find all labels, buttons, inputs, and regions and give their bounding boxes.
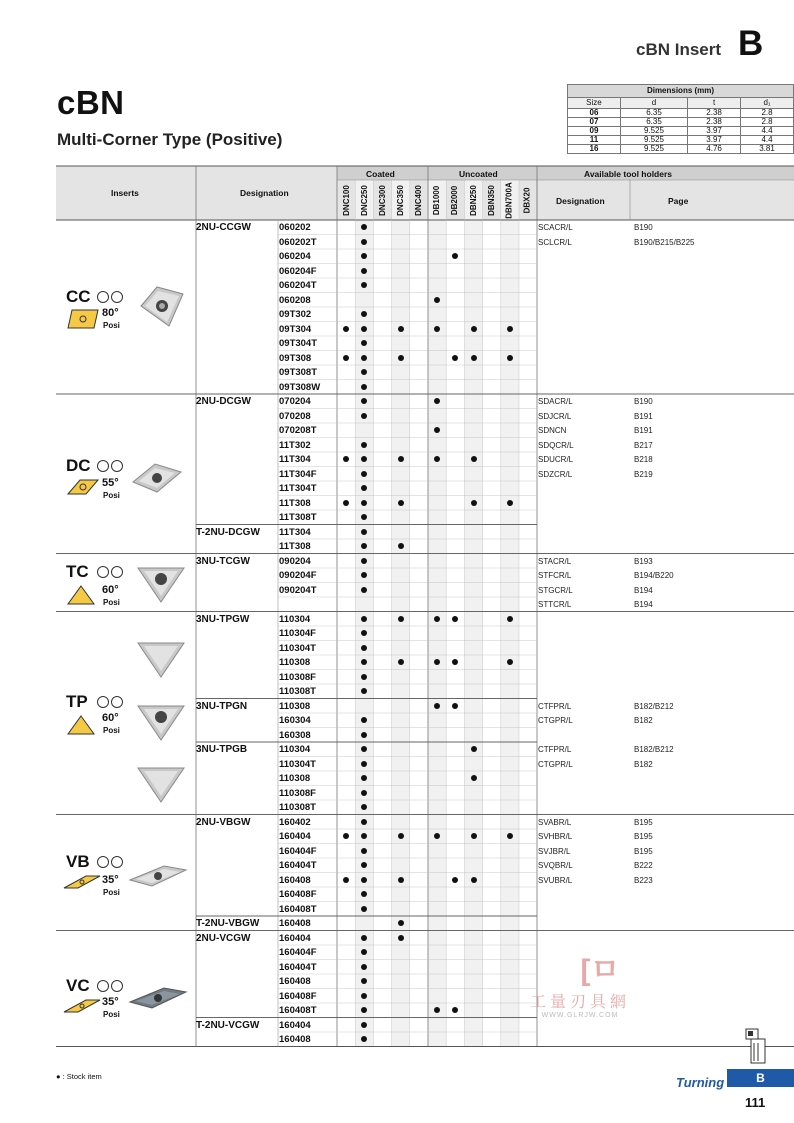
stock-dot — [471, 456, 477, 462]
designation-code: 110304 — [279, 613, 311, 625]
designation-code: 160404F — [279, 947, 317, 958]
footer-letter: B — [727, 1069, 794, 1087]
designation-code: 11T304F — [279, 468, 317, 480]
holder-page: B218 — [634, 455, 653, 464]
watermark-logo-icon: [ㅁ — [580, 954, 620, 987]
designation-code: 060208 — [279, 294, 311, 306]
stock-dot — [398, 456, 404, 462]
designation-code: 160404 — [279, 932, 311, 944]
stock-dot — [398, 877, 404, 883]
cc-insert-photo-icon — [137, 282, 187, 332]
designation-code: 160408 — [279, 918, 311, 929]
designation-code: 070208 — [279, 410, 311, 422]
holder-page: B195 — [634, 832, 653, 841]
designation-family: 3NU-TPGN — [196, 700, 248, 712]
dim-cell: 06 — [568, 109, 621, 118]
dim-col-d1: d₁ — [741, 98, 794, 109]
holder-designation: SDJCR/L — [538, 411, 572, 421]
holder-page: B194 — [634, 585, 653, 595]
header-uncoated: Uncoated — [459, 169, 498, 179]
dim-cell: 2.38 — [688, 109, 741, 118]
holder-designation: SCACR/L — [538, 223, 573, 232]
stock-note: ● : Stock item — [56, 1072, 102, 1081]
rhombus-35-icon — [62, 873, 102, 891]
tpgb-insert-photo-icon — [136, 764, 186, 804]
stock-dot — [398, 355, 404, 361]
designation-code: 160408F — [279, 990, 317, 1002]
stock-dot — [343, 500, 349, 506]
grade-header: DBN250 — [468, 184, 478, 216]
stock-dot — [398, 935, 404, 941]
designation-code: 060204F — [279, 265, 317, 277]
designation-code: 09T304 — [279, 323, 312, 335]
holder-page: B190 — [634, 223, 653, 232]
holder-page: B195 — [634, 846, 653, 856]
designation-code: 090204F — [279, 570, 317, 581]
holder-page: B191 — [634, 411, 653, 421]
stock-dot — [471, 775, 477, 781]
designation-code: 160408 — [279, 976, 311, 987]
holder-designation: SVJBR/L — [538, 846, 571, 856]
designation-code: 160408T — [279, 1005, 317, 1016]
holder-page: B182/B212 — [634, 745, 674, 754]
designation-code: 160404 — [279, 831, 311, 842]
designation-code: 060204 — [279, 251, 311, 262]
footer-section: Turning — [676, 1075, 725, 1090]
designation-family: 2NU-CCGW — [196, 222, 251, 233]
stock-dot — [434, 326, 440, 332]
designation-code: 060202T — [279, 236, 317, 248]
designation-code: 110304 — [279, 744, 311, 755]
designation-family: T-2NU-VBGW — [196, 918, 260, 929]
designation-code: 110308 — [279, 657, 311, 668]
holder-designation: STTCR/L — [538, 600, 572, 609]
designation-code: 11T304 — [279, 526, 311, 538]
holder-designation: SDNCN — [538, 426, 567, 435]
tc-insert-photo-icon — [136, 564, 186, 604]
grade-header: DBN350 — [486, 184, 496, 216]
stock-dot — [471, 833, 477, 839]
dc-insert-photo-icon — [131, 460, 183, 496]
designation-code: 09T308 — [279, 352, 312, 364]
dim-cell: 4.4 — [741, 136, 794, 145]
holder-designation: SCLCR/L — [538, 237, 572, 247]
designation-code: 070208T — [279, 425, 317, 436]
designation-code: 090204 — [279, 555, 311, 567]
watermark: [ㅁ 工量刃具網 WWW.GLRJW.COM — [530, 945, 630, 1019]
stock-dot — [343, 877, 349, 883]
dim-cell: 3.97 — [688, 136, 741, 145]
vc-insert-photo-icon — [128, 984, 188, 1012]
stock-dot — [507, 616, 513, 622]
holder-designation: SDUCR/L — [538, 455, 574, 464]
vb-insert-photo-icon — [128, 862, 188, 890]
stock-dot — [471, 355, 477, 361]
stock-dot — [507, 326, 513, 332]
dim-cell: 11 — [568, 136, 621, 145]
designation-code: 160408 — [279, 1034, 311, 1045]
stock-dot — [471, 877, 477, 883]
designation-code: 160404T — [279, 961, 317, 973]
dim-col-size: Size — [568, 98, 621, 109]
dim-cell: 2.38 — [688, 118, 741, 127]
dim-cell: 3.97 — [688, 127, 741, 136]
header-holder-page: Page — [668, 196, 689, 206]
dim-cell: 6.35 — [620, 118, 687, 127]
holder-designation: STACR/L — [538, 556, 572, 566]
dim-cell: 9.525 — [620, 136, 687, 145]
dim-cell: 2.8 — [741, 109, 794, 118]
holder-page: B182 — [634, 759, 653, 769]
designation-code: 160404T — [279, 860, 317, 871]
holder-page: B182/B212 — [634, 701, 674, 711]
stock-dot — [471, 326, 477, 332]
designation-code: 11T308 — [279, 541, 311, 552]
holder-page: B195 — [634, 817, 653, 827]
holder-page: B190/B215/B225 — [634, 237, 695, 247]
designation-code: 110308 — [279, 700, 311, 712]
stock-dot — [471, 500, 477, 506]
designation-code: 09T308T — [279, 367, 318, 378]
dim-cell: 09 — [568, 127, 621, 136]
designation-family: T-2NU-DCGW — [196, 526, 260, 538]
stock-dot — [343, 326, 349, 332]
designation-family: 2NU-DCGW — [196, 396, 251, 407]
holder-designation: SDZCR/L — [538, 469, 573, 479]
holder-designation: STFCR/L — [538, 571, 572, 580]
holder-page: B182 — [634, 716, 653, 725]
page-number: 111 — [745, 1095, 766, 1110]
designation-code: 110308T — [279, 802, 316, 813]
designation-code: 110304F — [279, 628, 316, 639]
tpgw-insert-photo-icon — [136, 639, 186, 679]
stock-dot — [398, 616, 404, 622]
designation-code: 060204T — [279, 280, 317, 291]
stock-dot — [434, 703, 440, 709]
header-designation: Designation — [240, 188, 289, 198]
dim-col-t: t — [688, 98, 741, 109]
grade-header: DNC100 — [341, 184, 351, 216]
designation-code: 09T308W — [279, 381, 321, 393]
stock-dot — [507, 500, 513, 506]
designation-family: 2NU-VCGW — [196, 932, 251, 944]
holder-page: B223 — [634, 875, 653, 885]
grade-header: DNC250 — [359, 184, 369, 216]
grade-header: DNC350 — [395, 184, 405, 216]
stock-dot — [471, 746, 477, 752]
dim-cell: 3.81 — [741, 145, 794, 154]
header-holder-designation: Designation — [556, 196, 605, 206]
designation-family: 3NU-TCGW — [196, 555, 250, 567]
dim-cell: 2.8 — [741, 118, 794, 127]
designation-code: 160308 — [279, 729, 311, 741]
stock-dot — [434, 297, 440, 303]
stock-dot — [434, 616, 440, 622]
section-title: cBN Insert — [636, 40, 722, 59]
holder-page: B217 — [634, 440, 653, 450]
dim-cell: 4.4 — [741, 127, 794, 136]
designation-code: 160408F — [279, 889, 317, 900]
rhombus-80-icon — [66, 308, 100, 330]
holder-page: B194/B220 — [634, 571, 674, 580]
page-subtitle: Multi-Corner Type (Positive) — [57, 130, 283, 149]
holder-page: B219 — [634, 469, 653, 479]
stock-dot — [398, 326, 404, 332]
triangle-60-icon — [66, 714, 96, 736]
designation-code: 160408 — [279, 874, 311, 886]
designation-code: 11T304T — [279, 483, 317, 494]
designation-code: 160404 — [279, 1019, 311, 1031]
designation-code: 11T308T — [279, 512, 317, 523]
dim-cell: 07 — [568, 118, 621, 127]
holder-designation: STGCR/L — [538, 585, 573, 595]
designation-code: 070204 — [279, 396, 311, 407]
dimensions-title: Dimensions (mm) — [568, 85, 794, 98]
stock-dot — [343, 355, 349, 361]
section-letter: B — [738, 24, 764, 63]
designation-code: 160304 — [279, 715, 311, 726]
designation-code: 160404F — [279, 845, 317, 857]
holder-designation: SDACR/L — [538, 397, 573, 406]
page-title: cBN — [57, 84, 125, 121]
header-holders: Available tool holders — [584, 169, 673, 179]
designation-family: 3NU-TPGB — [196, 744, 248, 755]
designation-family: 2NU-VBGW — [196, 816, 251, 828]
designation-family: 3NU-TPGW — [196, 613, 250, 625]
stock-dot — [507, 355, 513, 361]
holder-page: B190 — [634, 397, 653, 406]
designation-code: 11T308 — [279, 497, 311, 509]
grade-header: DNC400 — [413, 184, 423, 216]
designation-code: 110308F — [279, 671, 316, 683]
designation-code: 09T302 — [279, 309, 312, 320]
holder-designation: CTGPR/L — [538, 716, 573, 725]
dim-cell: 6.35 — [620, 109, 687, 118]
dim-cell: 9.525 — [620, 127, 687, 136]
designation-code: 060202 — [279, 222, 311, 233]
designation-code: 160402 — [279, 816, 311, 828]
grade-header: DB2000 — [450, 185, 460, 215]
rhombus-55-icon — [66, 477, 100, 497]
holder-page: B191 — [634, 426, 653, 435]
designation-family: T-2NU-VCGW — [196, 1019, 260, 1031]
designation-code: 11T302 — [279, 439, 311, 451]
holder-page: B194 — [634, 600, 653, 609]
designation-code: 110308F — [279, 787, 316, 799]
designation-code: 160408T — [279, 903, 317, 915]
stock-dot — [398, 543, 404, 549]
turning-tool-icon — [744, 1027, 770, 1065]
holder-page: B222 — [634, 861, 653, 870]
designation-code: 110308 — [279, 773, 311, 784]
designation-code: 110304T — [279, 758, 316, 770]
designation-code: 11T304 — [279, 454, 311, 465]
holder-designation: SVABR/L — [538, 817, 572, 827]
dim-cell: 4.76 — [688, 145, 741, 154]
grade-header: DB1000 — [432, 185, 442, 215]
holder-page: B193 — [634, 556, 653, 566]
dim-col-d: d — [620, 98, 687, 109]
holder-designation: SVQBR/L — [538, 861, 573, 870]
grade-header: DBX20 — [522, 187, 532, 213]
holder-designation: SDQCR/L — [538, 440, 574, 450]
holder-designation: CTFPR/L — [538, 745, 572, 754]
holder-designation: CTGPR/L — [538, 759, 573, 769]
grade-header: DBN700A — [504, 181, 514, 219]
header-coated: Coated — [366, 169, 395, 179]
grade-header: DNC300 — [377, 184, 387, 216]
triangle-60-icon — [66, 584, 96, 606]
holder-designation: CTFPR/L — [538, 701, 572, 711]
dim-cell: 9.525 — [620, 145, 687, 154]
stock-dot — [398, 659, 404, 665]
designation-code: 110308T — [279, 686, 316, 697]
tpgn-insert-photo-icon — [136, 702, 186, 742]
stock-dot — [398, 833, 404, 839]
holder-designation: SVHBR/L — [538, 832, 573, 841]
header-inserts: Inserts — [111, 188, 139, 198]
stock-dot — [398, 920, 404, 926]
designation-code: 090204T — [279, 584, 317, 596]
rhombus-35-icon — [62, 997, 102, 1015]
holder-designation: SVUBR/L — [538, 875, 573, 885]
dim-cell: 16 — [568, 145, 621, 154]
stock-dot — [398, 500, 404, 506]
designation-code: 09T304T — [279, 338, 318, 349]
designation-code: 110304T — [279, 642, 316, 654]
